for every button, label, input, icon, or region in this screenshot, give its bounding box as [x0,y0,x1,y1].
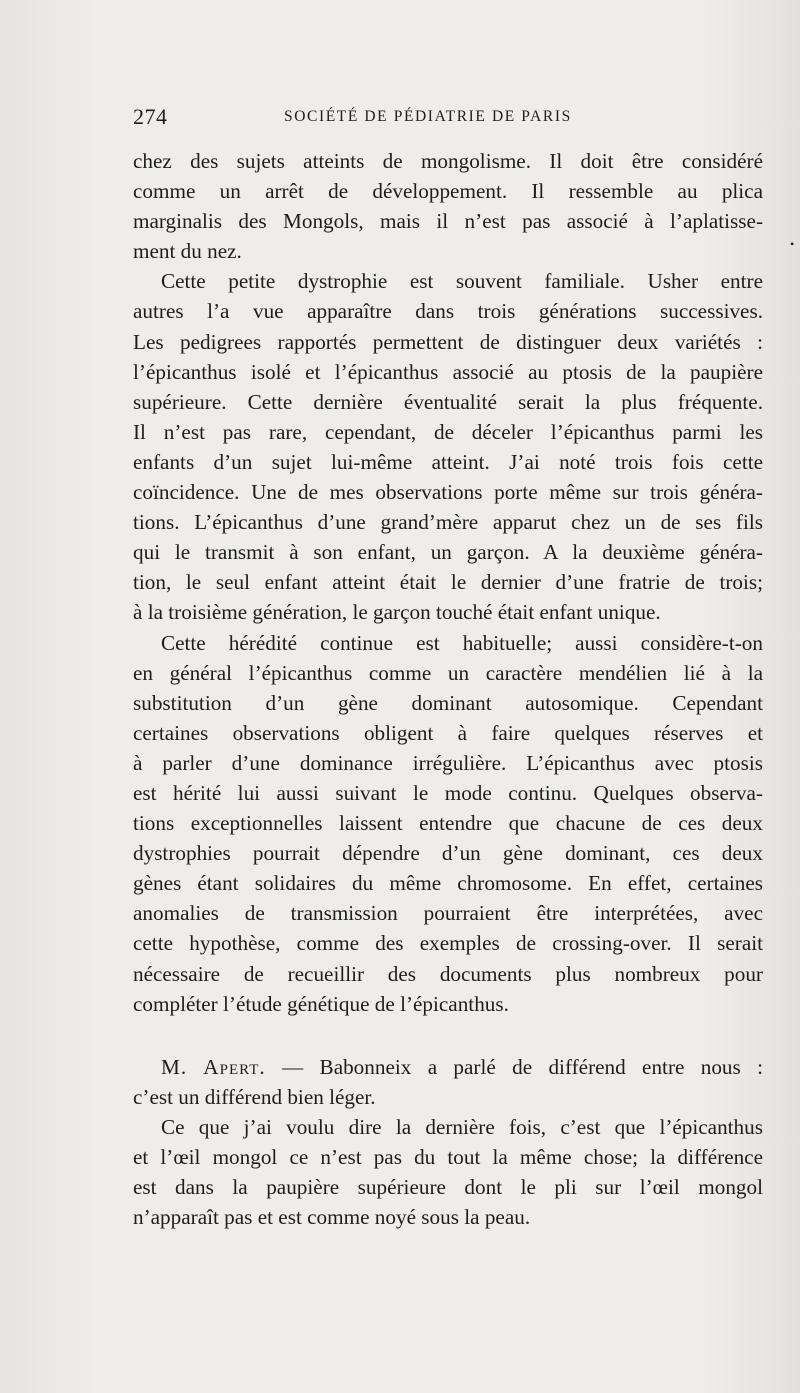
paragraph-gap [133,1019,763,1052]
text-line: gènes étant solidaires du même chromosome. En effet, certaines [133,871,763,896]
text-line: ment du nez. [133,239,242,264]
text-line: chez des sujets atteints de mongolisme. Il doit être considéré [133,149,763,173]
text-line: tion, le seul enfant atteint était le dernier d’une fratrie de trois; [133,570,763,595]
text-fragment: — Babonneix a parlé de différend entre nous : [265,1054,763,1079]
running-head: SOCIÉTÉ DE PÉDIATRIE DE PARIS [284,108,572,125]
text-line: cette hypothèse, comme des exemples de crossing-over. Il serait [133,931,763,956]
paragraph [133,146,763,266]
text-line: compléter l’étude génétique de l’épicanthus. [133,991,509,1016]
text-line: à la troisième génération, le garçon touché était enfant unique. [133,600,661,625]
text-line: Les pedigrees rapportés permettent de distinguer deux variétés : [133,329,763,354]
text-line: substitution d’un gène dominant autosomique. Cependant [133,690,763,715]
speaker-name: M. Apert. [161,1054,266,1079]
text-line: enfants d’un sujet lui-même atteint. J’ai noté trois fois cette [133,449,763,474]
text-line: en général l’épicanthus comme un caractère mendélien lié à la [133,660,763,685]
text-line [133,176,763,206]
text-line: Il n’est pas rare, cependant, de déceler l’épicanthus parmi les [133,419,763,444]
paragraph [133,266,763,627]
paragraph [133,1052,763,1112]
text-line: à parler d’une dominance irrégulière. L’épicanthus avec ptosis [133,750,763,775]
page-header [133,100,663,136]
text-line: qui le transmit à son enfant, un garçon. A la deuxième généra- [133,540,763,565]
text-line: n’apparaît pas et est comme noyé sous la peau. [133,1205,531,1230]
margin-mark: • [790,237,795,251]
text-line: Cette petite dystrophie est souvent familiale. Usher entre [161,269,763,294]
text-line: et l’œil mongol ce n’est pas du tout la même chose; la différence [133,1145,763,1169]
text-line: nécessaire de recueillir des documents plus nombreux pour [133,961,763,986]
text-line [133,1052,763,1082]
paragraph [133,628,763,1019]
body-text [133,146,763,1232]
text-line: anomalies de transmission pourraient être interprétées, avec [133,901,763,926]
text-line: est hérité lui aussi suivant le mode continu. Quelques observa- [133,780,763,805]
text-line: Cette hérédité continue est habituelle; aussi considère-t-on [161,630,763,655]
page-number: 274 [133,104,168,129]
text-line: dystrophies pourrait dépendre d’un gène dominant, ces deux [133,841,763,866]
text-line: est dans la paupière supérieure dont le pli sur l’œil mongol [133,1175,763,1200]
text-line: tions exceptionnelles laissent entendre que chacune de ces deux [133,811,763,836]
text-line: marginalis des Mongols, mais il n’est pas associé à l’aplatisse- [133,209,763,234]
text-line: supérieure. Cette dernière éventualité serait la plus fréquente. [133,389,763,414]
text-line: coïncidence. Une de mes observations porte même sur trois généra- [133,480,763,505]
paragraph [133,1112,763,1232]
text-line: c’est un différend bien léger. [133,1084,376,1109]
text-line: certaines observations obligent à faire quelques réserves et [133,720,763,745]
text-line: tions. L’épicanthus d’une grand’mère apparut chez un de ses fils [133,510,763,535]
text-line: Ce que j’ai voulu dire la dernière fois, c’est que l’épicanthus [161,1114,763,1139]
text-line: l’épicanthus isolé et l’épicanthus associé au ptosis de la paupière [133,359,763,384]
text-line: autres l’a vue apparaître dans trois générations successives. [133,299,763,324]
text-fragment: comme un arrêt de développement. Il ressemble au plica [133,179,763,204]
